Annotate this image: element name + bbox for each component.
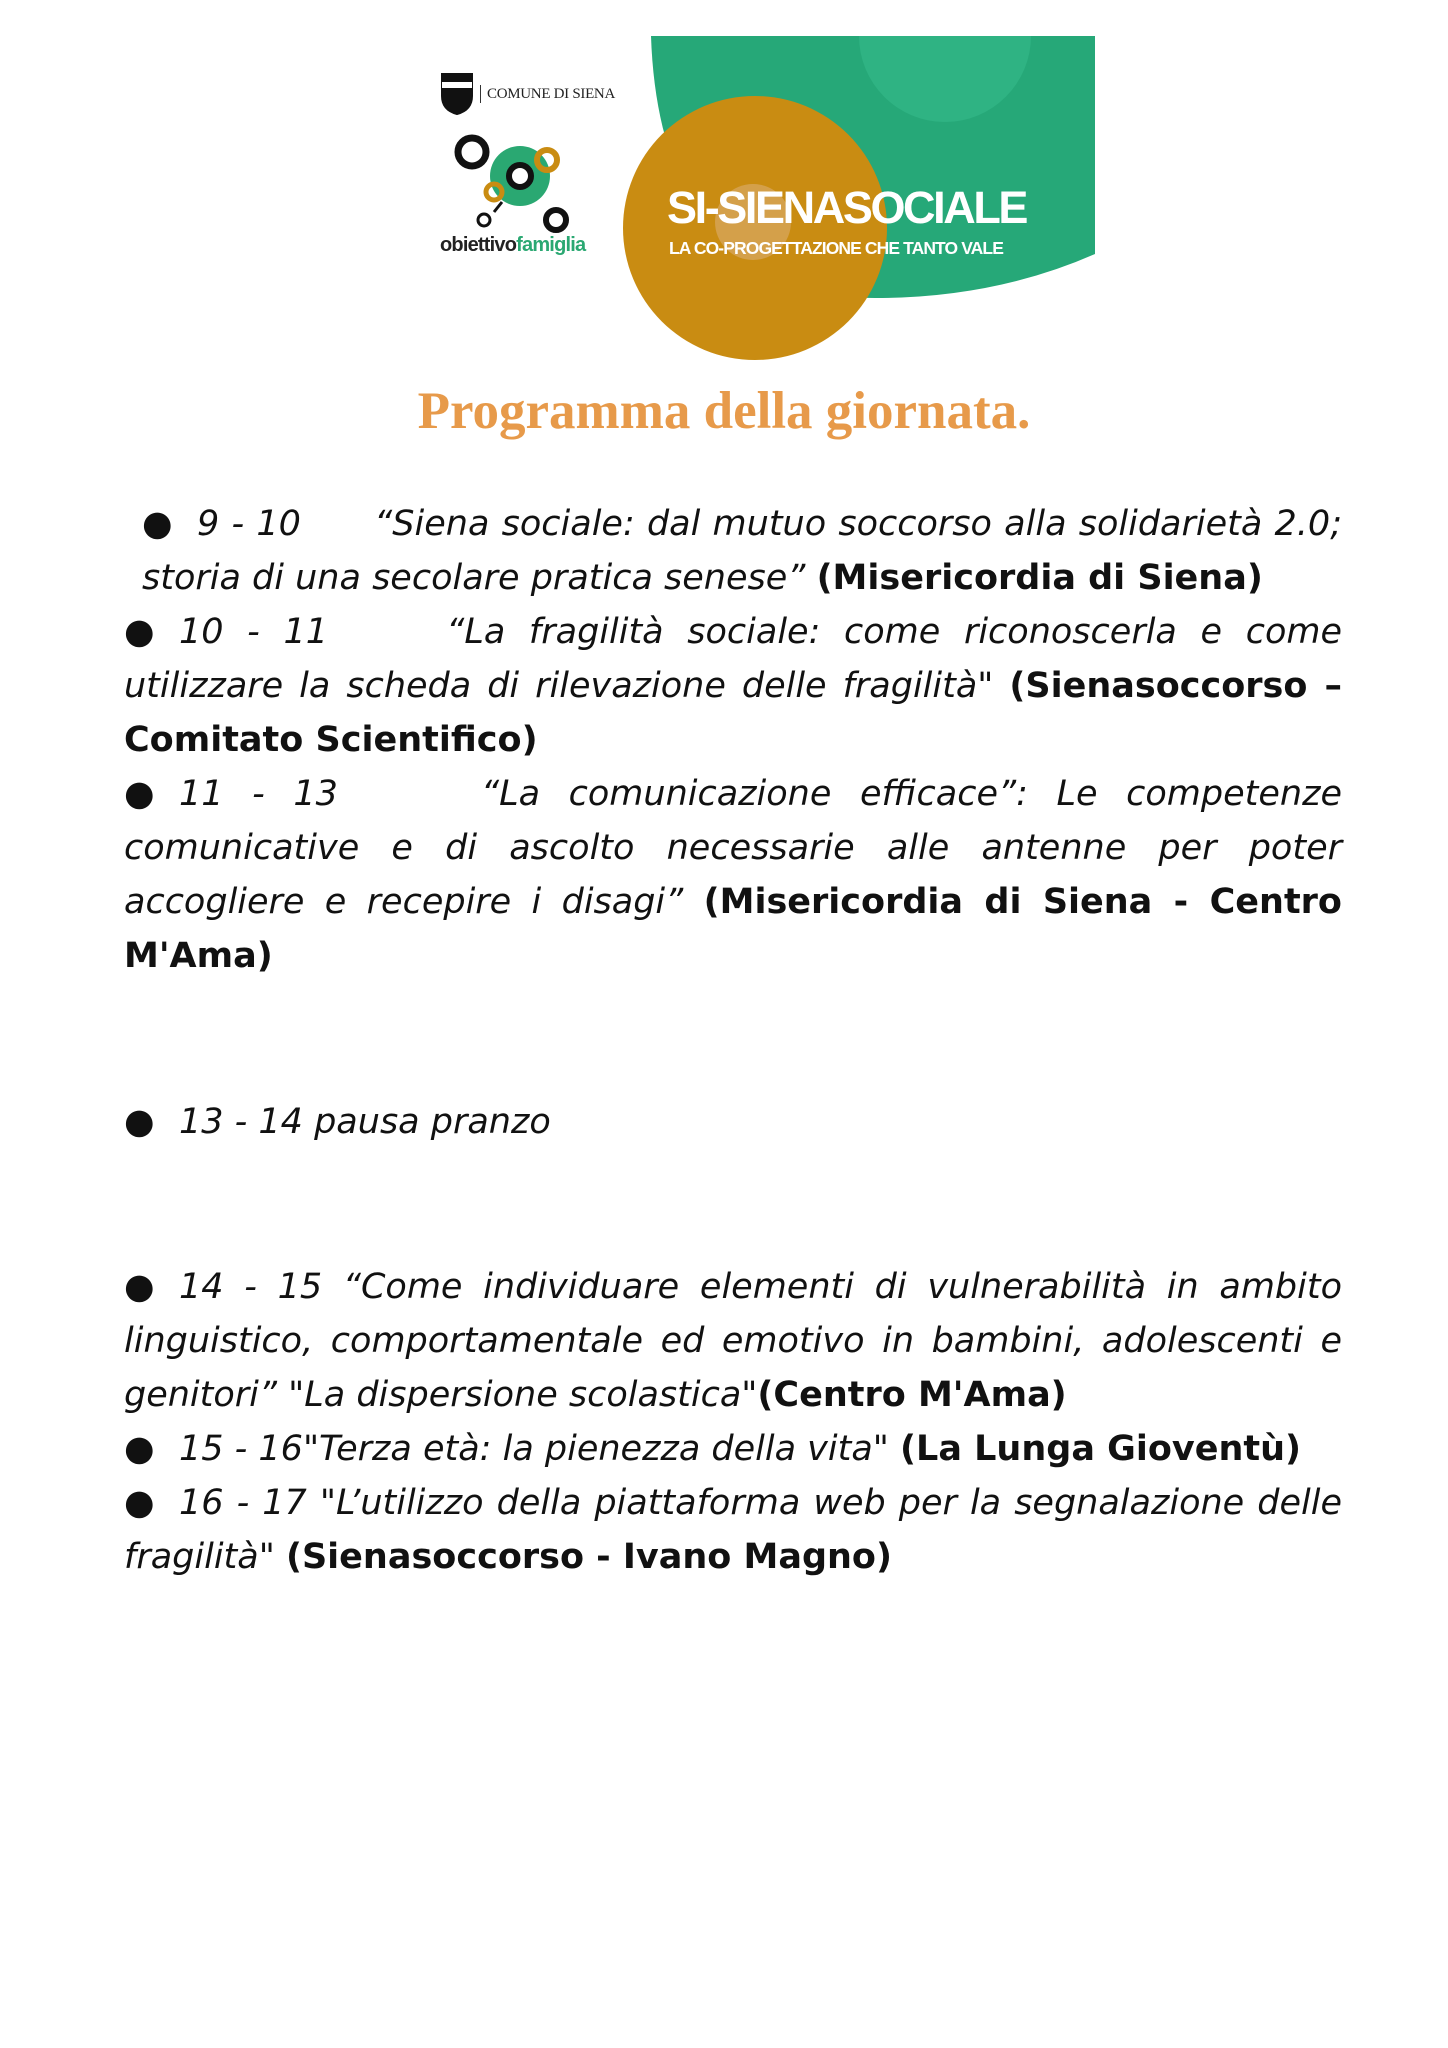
program-speaker: (Misericordia di Siena - Centro M'Ama)	[124, 882, 1342, 976]
program-time: 10 - 11	[179, 612, 328, 652]
program-speaker: (Misericordia di Siena)	[816, 558, 1263, 598]
program-block-2	[124, 1095, 1342, 1149]
program-time: 16 - 17	[179, 1483, 307, 1523]
bullet-icon: ●	[124, 1483, 155, 1523]
program-text: “La comunicazione efficace”: Le competenze comunicative e di ascolto necessarie alle antenne per poter accogliere e recepire i disagi”	[124, 774, 1342, 922]
program-text: “Come individuare elementi di vulnerabilità in ambito linguistico, comportamentale ed emotivo in bambini, adolescenti e genitori” "La dispersione scolastica"	[124, 1267, 1343, 1415]
program-item	[124, 1422, 1342, 1476]
bullet-icon: ●	[124, 1102, 155, 1142]
program-block-3	[124, 1260, 1342, 1584]
program-speaker: (Sienasoccorso - Ivano Magno)	[285, 1537, 892, 1577]
obiettivo-word: obiettivo	[440, 234, 517, 256]
program-item	[124, 1095, 1342, 1149]
program-time: 9 - 10	[197, 504, 301, 544]
program-text: “Siena sociale: dal mutuo soccorso alla solidarietà 2.0; storia di una secolare pratica senese”	[142, 504, 1342, 598]
comune-label: COMUNE DI SIENA	[480, 85, 615, 103]
program-item	[124, 497, 1342, 605]
comune-di-siena-logo	[440, 72, 615, 116]
program-text: "L’utilizzo della piattaforma web per la segnalazione delle fragilità"	[124, 1483, 1342, 1577]
program-text: “La fragilità sociale: come riconoscerla e come utilizzare la scheda di rilevazione delle fragilità"	[124, 612, 1342, 706]
program-item	[124, 767, 1342, 983]
program-speaker: (Sienasoccorso – Comitato Scientifico)	[124, 666, 1342, 760]
program-speaker: (Centro M'Ama)	[757, 1375, 1067, 1415]
program-speaker: (La Lunga Gioventù)	[900, 1429, 1302, 1469]
program-item	[124, 1260, 1342, 1422]
program-block-1	[124, 497, 1342, 983]
program-time: 14 - 15	[179, 1267, 323, 1307]
si-sienasociale-banner	[615, 36, 1095, 366]
banner-subtitle: LA CO-PROGETTAZIONE CHE TANTO VALE	[669, 238, 1003, 258]
bullet-icon: ●	[124, 1429, 155, 1469]
program-item	[124, 1476, 1342, 1584]
bullet-icon: ●	[124, 774, 155, 814]
obiettivo-famiglia-text	[440, 234, 585, 257]
bullet-icon: ●	[124, 1267, 155, 1307]
circles-icon	[438, 130, 608, 240]
program-time: 11 - 13	[179, 774, 338, 814]
famiglia-word: famiglia	[516, 234, 586, 256]
bullet-icon: ●	[142, 504, 173, 544]
bullet-icon: ●	[124, 612, 155, 652]
obiettivo-famiglia-logo	[438, 130, 608, 265]
banner-title: SI-SIENASOCIALE	[667, 182, 1027, 233]
program-time: 13 - 14	[179, 1102, 303, 1142]
program-time: 15 - 16	[179, 1429, 303, 1469]
program-item	[124, 605, 1342, 767]
page-title: Programma della giornata.	[417, 382, 1031, 440]
program-text: pausa pranzo	[314, 1102, 551, 1142]
shield-icon	[440, 72, 474, 116]
program-text: "Terza età: la pienezza della vita"	[302, 1429, 889, 1469]
